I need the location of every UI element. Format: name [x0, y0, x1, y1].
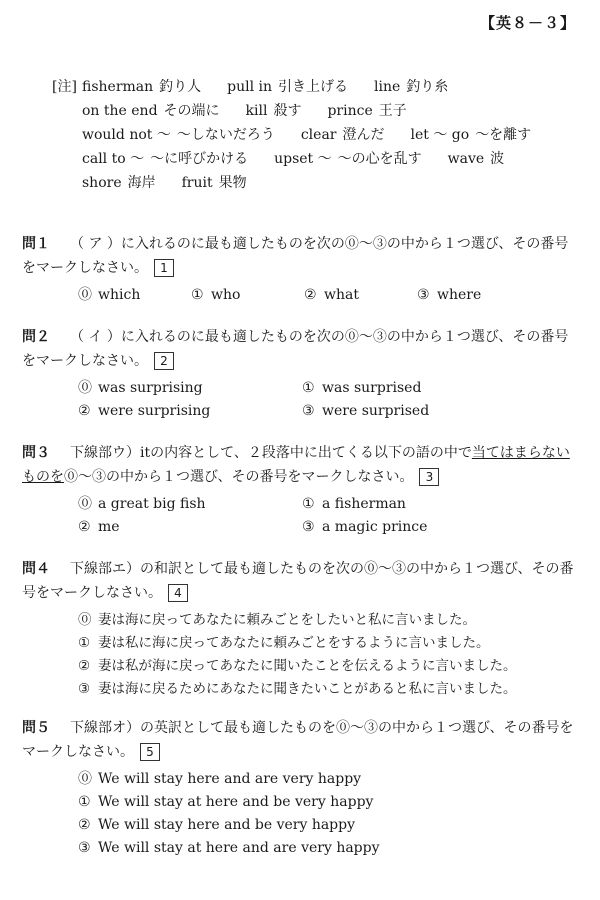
note-item: [246, 99, 302, 123]
question-4: [22, 557, 582, 701]
choice-mark: ⓪: [78, 380, 92, 396]
choice-text: were surprising: [98, 403, 211, 419]
answer-box: 4: [168, 584, 188, 602]
question-text: をマークしなさい。: [22, 353, 148, 369]
note-line: [52, 147, 582, 171]
choice-text: a magic prince: [322, 519, 428, 535]
question-text-continued: [22, 349, 582, 373]
note-japanese: 殺す: [273, 103, 302, 119]
note-line: [52, 75, 582, 99]
choice-mark: ③: [417, 287, 430, 303]
note-line: [52, 123, 582, 147]
choices: [78, 493, 582, 539]
choice-mark: ③: [302, 519, 315, 535]
note-english: call to ～: [82, 151, 145, 167]
choice-mark: ③: [78, 681, 91, 697]
choice-text: We will stay here and be very happy: [98, 817, 356, 833]
choice-mark: ①: [191, 287, 204, 303]
choices: [78, 768, 582, 860]
note-item: [82, 171, 156, 195]
note-item: [374, 75, 448, 99]
choice-2[interactable]: [78, 814, 582, 837]
choice-2[interactable]: [78, 655, 582, 678]
question-text: ⓪～③の中から１つ選び、その番号をマークしなさい。: [64, 469, 414, 485]
answer-box: 2: [154, 352, 174, 370]
note-japanese: 釣り糸: [406, 79, 449, 95]
choice-1[interactable]: [78, 791, 582, 814]
answer-box: 5: [140, 743, 160, 761]
question-prompt: [22, 557, 582, 605]
note-item: [327, 99, 406, 123]
choice-3[interactable]: [302, 516, 526, 539]
note-english: upset ～: [274, 151, 332, 167]
note-english: clear: [300, 127, 337, 143]
note-japanese: 釣り人: [159, 79, 202, 95]
note-item: [82, 75, 201, 99]
choice-mark: ⓪: [78, 496, 92, 512]
note-item: [82, 99, 220, 123]
question-1: [22, 232, 582, 307]
choice-3[interactable]: [417, 284, 530, 307]
choice-mark: ①: [302, 380, 315, 396]
note-english: let ～ go: [410, 127, 470, 143]
question-prompt: [22, 441, 582, 489]
choice-mark: ②: [78, 817, 91, 833]
question-text: （ ア ）に入れるのに最も適したものを次の⓪～③の中から１つ選び、その番号: [70, 236, 569, 252]
note-english: fisherman: [82, 79, 154, 95]
question-prompt: [22, 716, 582, 764]
choice-text: 妻は私に海に戻ってあなたに頼みごとをするように言いました。: [98, 635, 490, 651]
choice-row: [78, 493, 582, 516]
choice-mark: ⓪: [78, 771, 92, 787]
answer-box: 1: [154, 259, 174, 277]
choices: [78, 377, 582, 423]
question-text: （ イ ）に入れるのに最も適したものを次の⓪～③の中から１つ選び、その番号: [70, 329, 569, 345]
question-text: をマークしなさい。: [22, 260, 148, 276]
choice-mark: ②: [78, 519, 91, 535]
choice-2[interactable]: [304, 284, 417, 307]
question-text-continued: [22, 256, 582, 280]
choice-0[interactable]: [78, 493, 302, 516]
question-text-continued: [22, 581, 582, 605]
question-3: [22, 441, 582, 539]
choice-0[interactable]: [78, 284, 191, 307]
note-japanese: その端に: [163, 103, 220, 119]
choices: [78, 284, 582, 307]
choice-mark: ⓪: [78, 612, 92, 628]
choice-row: [78, 400, 582, 423]
choice-text: was surprised: [322, 380, 422, 396]
choice-text: a great big fish: [98, 496, 206, 512]
note-japanese: 果物: [218, 175, 247, 191]
note-japanese: ～の心を乱す: [337, 151, 422, 167]
choice-text: who: [211, 287, 241, 303]
choice-text: We will stay here and are very happy: [98, 771, 362, 787]
choice-row: [78, 377, 582, 400]
vocabulary-notes: [52, 75, 582, 195]
note-japanese: 波: [490, 151, 505, 167]
choice-text: what: [324, 287, 359, 303]
choice-text: 妻は海に戻ってあなたに頼みごとをしたいと私に言いました。: [98, 612, 476, 628]
note-english: line: [374, 79, 401, 95]
choice-1[interactable]: [302, 377, 526, 400]
choice-mark: ②: [78, 658, 91, 674]
choice-text: We will stay at here and be very happy: [98, 794, 374, 810]
question-number: 問５: [22, 720, 50, 736]
choice-0[interactable]: [78, 377, 302, 400]
note-english: prince: [327, 103, 373, 119]
choice-3[interactable]: [302, 400, 526, 423]
question-text: 下線部オ）の英訳として最も適したものを⓪～③の中から１つ選び、その番号を: [70, 720, 574, 736]
choice-text: 妻は私が海に戻ってあなたに聞いたことを伝えるように言いました。: [98, 658, 517, 674]
question-text: マークしなさい。: [22, 744, 134, 760]
choice-0[interactable]: [78, 609, 582, 632]
choice-2[interactable]: [78, 516, 302, 539]
note-line: [52, 99, 582, 123]
choice-1[interactable]: [191, 284, 304, 307]
note-item: [82, 147, 248, 171]
question-prompt: [22, 232, 582, 280]
note-english: kill: [245, 103, 268, 119]
choice-text: was surprising: [98, 380, 203, 396]
choice-mark: ①: [302, 496, 315, 512]
note-english: wave: [447, 151, 485, 167]
question-number: 問４: [22, 561, 50, 577]
choice-text: me: [98, 519, 120, 535]
note-japanese: ～に呼びかける: [150, 151, 249, 167]
question-text: 下線部エ）の和訳として最も適したものを次の⓪～③の中から１つ選び、その番: [70, 561, 574, 577]
choice-text: 妻は海に戻るためにあなたに聞きたいことがあると私に言いました。: [98, 681, 517, 697]
note-item: [448, 147, 505, 171]
question-text: 号をマークしなさい。: [22, 585, 162, 601]
choice-row: [78, 284, 582, 307]
choice-2[interactable]: [78, 400, 302, 423]
note-item: [82, 123, 275, 147]
note-item: [301, 123, 385, 147]
choice-text: We will stay at here and are very happy: [98, 840, 380, 856]
question-number: 問１: [22, 236, 50, 252]
note-line: [52, 171, 582, 195]
note-english: would not ～: [82, 127, 171, 143]
question-2: [22, 325, 582, 423]
answer-box: 3: [419, 468, 439, 486]
choice-3[interactable]: [78, 837, 582, 860]
choice-row: [78, 516, 582, 539]
note-english: shore: [82, 175, 122, 191]
choice-mark: ③: [302, 403, 315, 419]
choice-mark: ①: [78, 635, 91, 651]
question-text: 下線部ウ）itの内容として、２段落中に出てくる以下の語の中で: [70, 445, 472, 461]
note-japanese: 澄んだ: [342, 127, 385, 143]
note-japanese: 王子: [378, 103, 407, 119]
question-number: 問３: [22, 445, 50, 461]
choice-3[interactable]: [78, 678, 582, 701]
note-english: fruit: [181, 175, 213, 191]
page-label: 【英８－３】: [479, 14, 576, 32]
choice-text: a fisherman: [322, 496, 406, 512]
note-item: [227, 75, 348, 99]
choice-text: which: [98, 287, 141, 303]
note-item: [182, 171, 247, 195]
question-5: [22, 716, 582, 860]
choice-text: were surprised: [322, 403, 430, 419]
note-english: pull in: [227, 79, 273, 95]
underlined-text: ものを: [22, 469, 64, 485]
note-english: on the end: [82, 103, 158, 119]
question-text-continued: [22, 740, 582, 764]
choice-text: where: [437, 287, 482, 303]
choice-mark: ③: [78, 840, 91, 856]
note-japanese: 海岸: [127, 175, 156, 191]
question-prompt: [22, 325, 582, 373]
note-japanese: 引き上げる: [278, 79, 349, 95]
note-japanese: ～しないだろう: [176, 127, 275, 143]
underlined-text: 当てはまらない: [471, 445, 570, 461]
note-japanese: ～を離す: [475, 127, 532, 143]
choice-mark: ②: [304, 287, 317, 303]
choice-mark: ⓪: [78, 287, 92, 303]
question-number: 問２: [22, 329, 50, 345]
notes-heading: [注]: [52, 79, 77, 95]
note-item: [274, 147, 422, 171]
choice-1[interactable]: [78, 632, 582, 655]
question-text-continued: [22, 465, 582, 489]
choice-mark: ②: [78, 403, 91, 419]
choice-mark: ①: [78, 794, 91, 810]
note-item: [411, 123, 532, 147]
choice-1[interactable]: [302, 493, 526, 516]
choice-0[interactable]: [78, 768, 582, 791]
choices: [78, 609, 582, 701]
